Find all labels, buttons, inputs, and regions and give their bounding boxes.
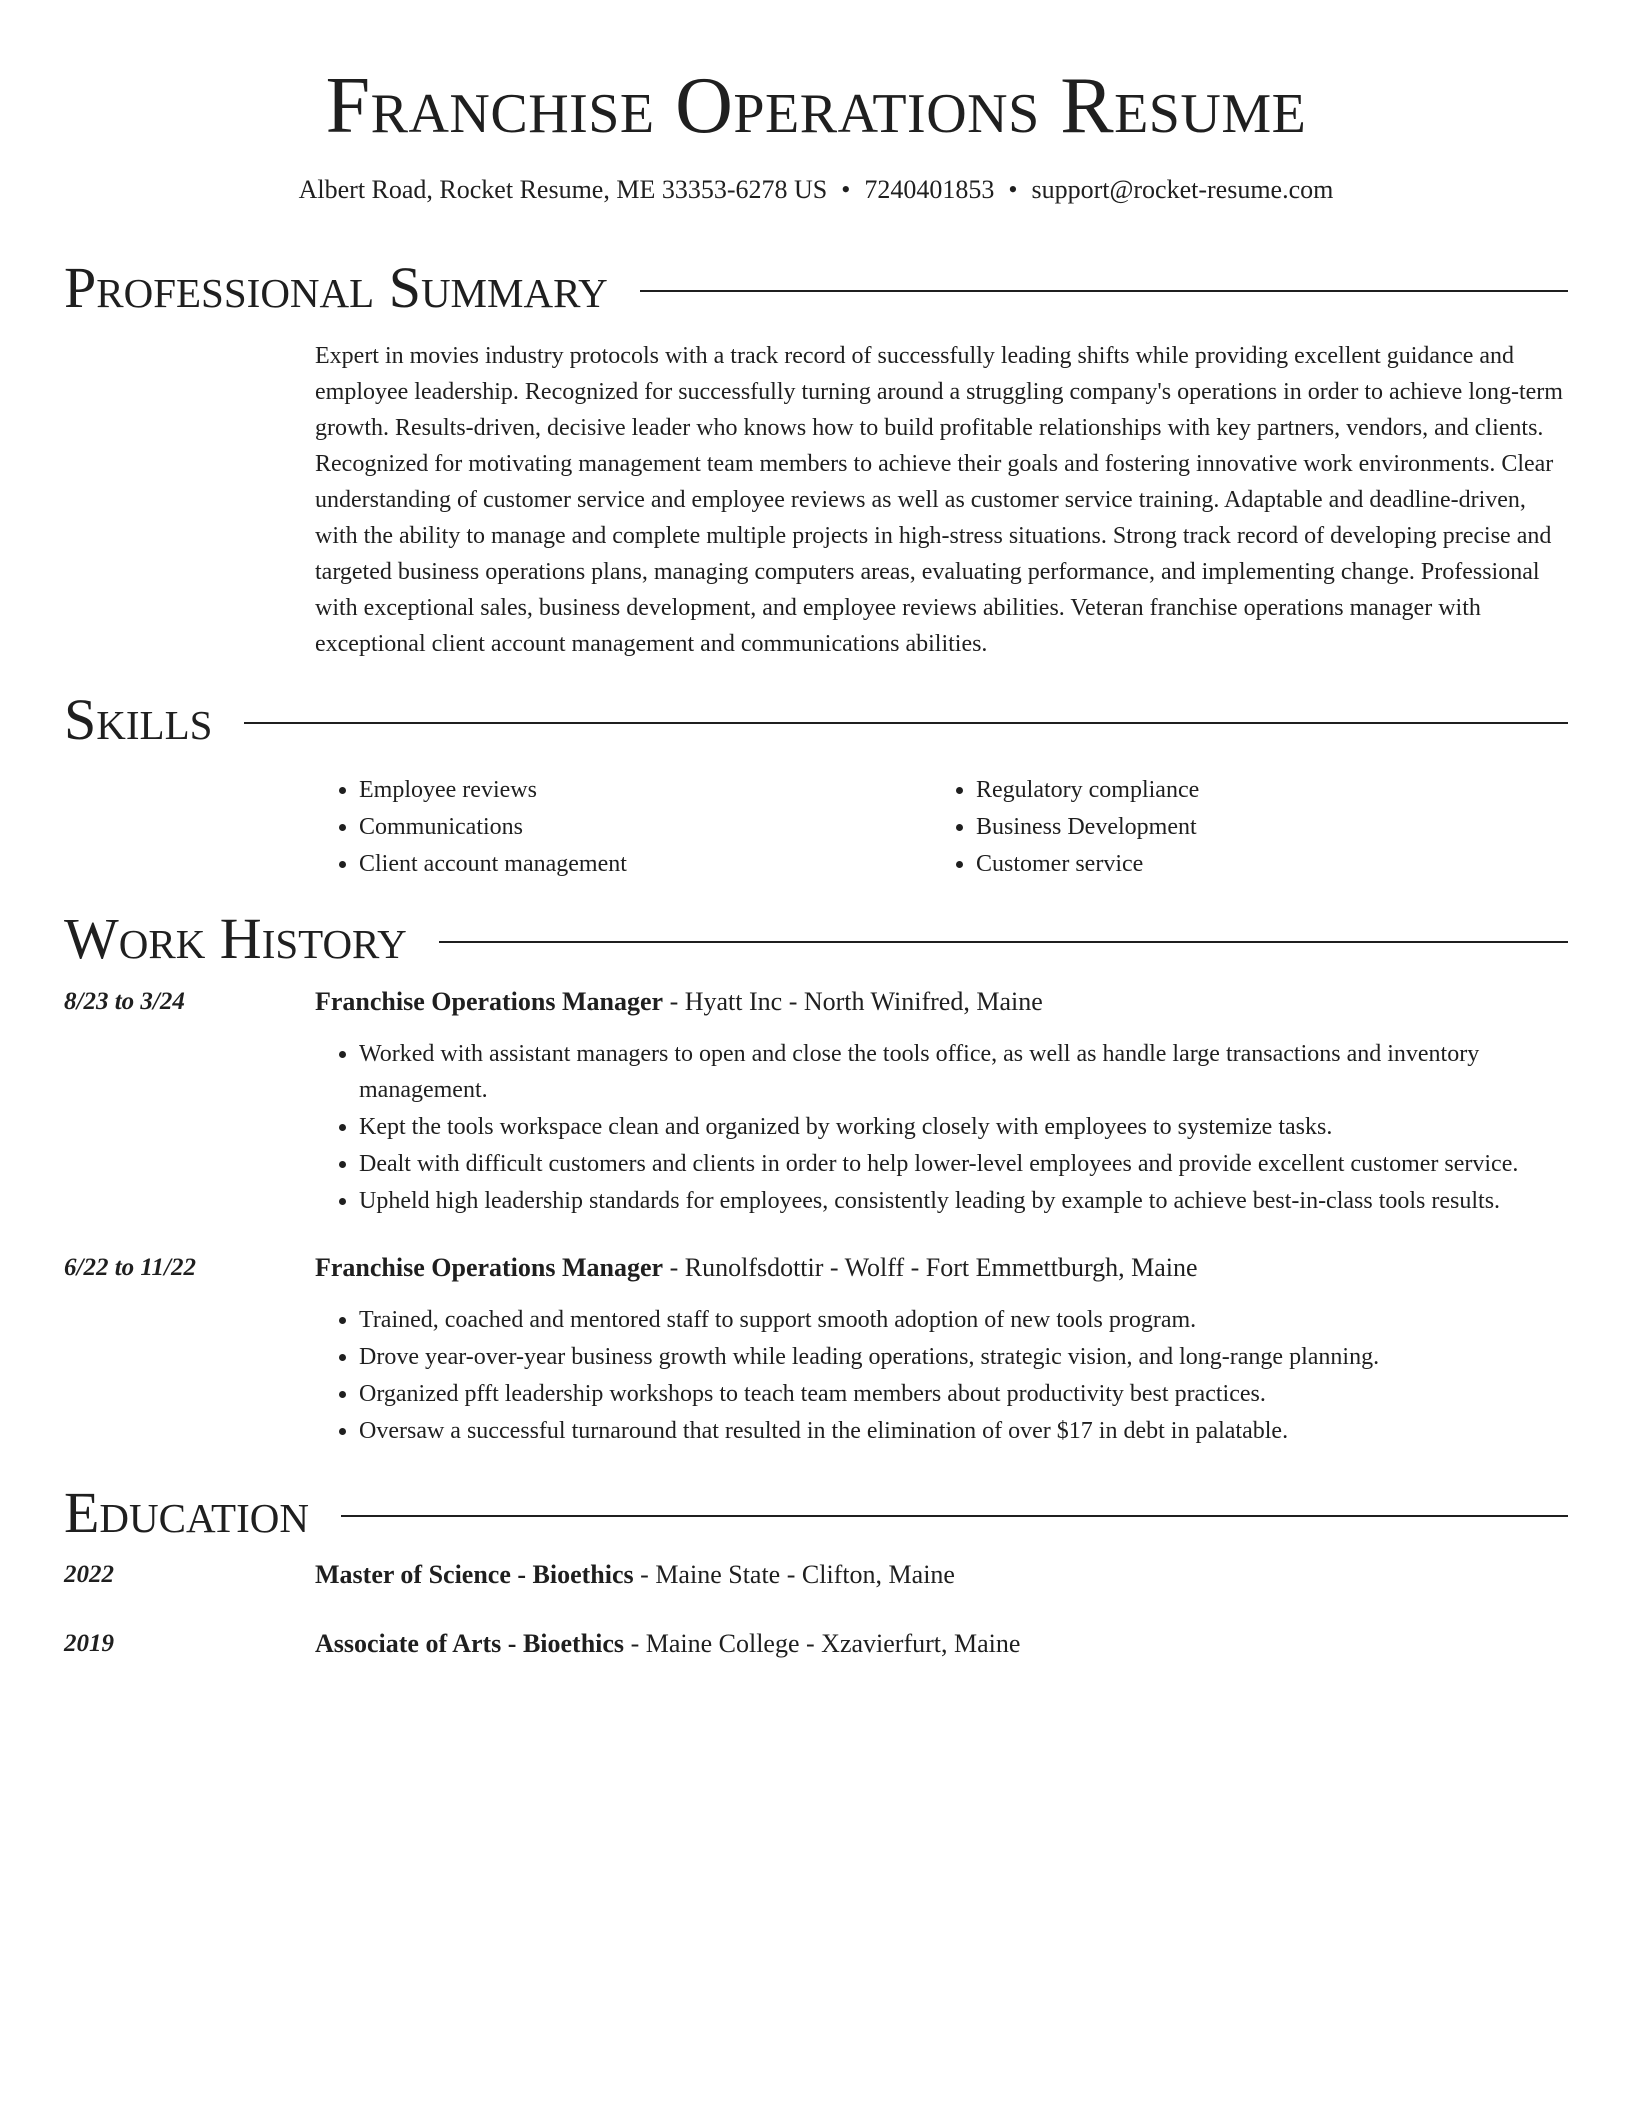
education-year: 2022: [64, 1561, 114, 1588]
section-title-skills: Skills: [64, 687, 213, 752]
job-bullet: • Oversaw a successful turnaround that resulted in the elimination of over $17 in debt in palatable.: [359, 1413, 1568, 1449]
job-bullet: • Worked with assistant managers to open and close the tools office, as well as handle large transactions and inventory management.: [359, 1036, 1568, 1108]
job-details: - Hyatt Inc - North Winifred, Maine: [663, 987, 1043, 1016]
job-title: Franchise Operations Manager: [315, 987, 664, 1016]
job-title: Franchise Operations Manager: [315, 1253, 664, 1282]
skills-column-right: [932, 772, 1549, 883]
contact-email: support@rocket-resume.com: [1031, 175, 1334, 204]
education-details: - Maine State - Clifton, Maine: [633, 1560, 955, 1589]
contact-separator: •: [841, 175, 851, 204]
education-year: 2019: [64, 1630, 114, 1657]
education-degree: Associate of Arts - Bioethics: [315, 1629, 625, 1658]
skill-item: • Customer service: [976, 846, 1549, 883]
job-details: - Runolfsdottir - Wolff - Fort Emmettburgh, Maine: [663, 1253, 1198, 1282]
education-degree: Master of Science - Bioethics: [315, 1560, 634, 1589]
job-bullet: • Trained, coached and mentored staff to support smooth adoption of new tools program.: [359, 1302, 1568, 1338]
contact-line: [0, 172, 1632, 208]
summary-text: Expert in movies industry protocols with a track record of successfully leading shifts while providing excellent guidance and employee leadership. Recognized for successfully turning around a struggling company's operations in order to achieve long-term growth. Results-driven, decisive leader who knows how to build profitable relationships with key partners, vendors, and clients. Recognized for motivating management team members to achieve their goals and fostering innovative work environments. Clear understanding of customer service and employee reviews as well as customer service training. Adaptable and deadline-driven, with the ability to manage and complete multiple projects in high-stress situations. Strong track record of developing precise and targeted business operations plans, managing computers areas, evaluating performance, and implementing change. Professional with exceptional sales, business development, and employee reviews abilities. Veteran franchise operations manager with exceptional client account management and communications abilities.: [315, 343, 1563, 657]
job-bullets: [315, 1302, 1568, 1450]
education-line: [315, 1626, 1568, 1662]
section-divider: [244, 722, 1568, 724]
skill-item: • Communications: [359, 809, 932, 846]
skills-column-left: [315, 772, 932, 883]
job-bullet: • Upheld high leadership standards for employees, consistently leading by example to achieve best-in-class tools results.: [359, 1183, 1568, 1219]
section-header-education: [64, 1481, 1568, 1545]
skill-item: • Regulatory compliance: [976, 772, 1549, 809]
job-title-line: [315, 1250, 1568, 1286]
contact-address: Albert Road, Rocket Resume, ME 33353-6278 US: [298, 175, 828, 204]
section-header-work-history: [64, 907, 1568, 971]
section-title-education: Education: [64, 1480, 309, 1545]
section-title-summary: Professional Summary: [64, 255, 608, 320]
section-divider: [640, 290, 1568, 292]
section-header-skills: [64, 688, 1568, 752]
skill-item: • Client account management: [359, 846, 932, 883]
job-dates: 8/23 to 3/24: [64, 988, 185, 1015]
skills-list: [315, 772, 1568, 883]
resume-title: Franchise Operations Resume: [325, 62, 1307, 150]
job-bullet: • Drove year-over-year business growth while leading operations, strategic vision, and long-range planning.: [359, 1339, 1568, 1375]
education-details: - Maine College - Xzavierfurt, Maine: [624, 1629, 1021, 1658]
education-line: [315, 1557, 1568, 1593]
skill-item: • Business Development: [976, 809, 1549, 846]
section-divider: [439, 941, 1568, 943]
job-bullet: • Dealt with difficult customers and clients in order to help lower-level employees and provide excellent customer service.: [359, 1146, 1568, 1182]
section-divider: [341, 1515, 1568, 1517]
contact-separator: •: [1008, 175, 1018, 204]
contact-phone: 7240401853: [864, 175, 995, 204]
section-header-summary: [64, 256, 1568, 320]
job-title-line: [315, 984, 1568, 1020]
job-bullets: [315, 1036, 1568, 1220]
section-title-work-history: Work History: [64, 906, 407, 971]
job-dates: 6/22 to 11/22: [64, 1254, 196, 1281]
job-bullet: • Kept the tools workspace clean and organized by working closely with employees to systemize tasks.: [359, 1109, 1568, 1145]
job-bullet: • Organized pfft leadership workshops to teach team members about productivity best practices.: [359, 1376, 1568, 1412]
skill-item: • Employee reviews: [359, 772, 932, 809]
